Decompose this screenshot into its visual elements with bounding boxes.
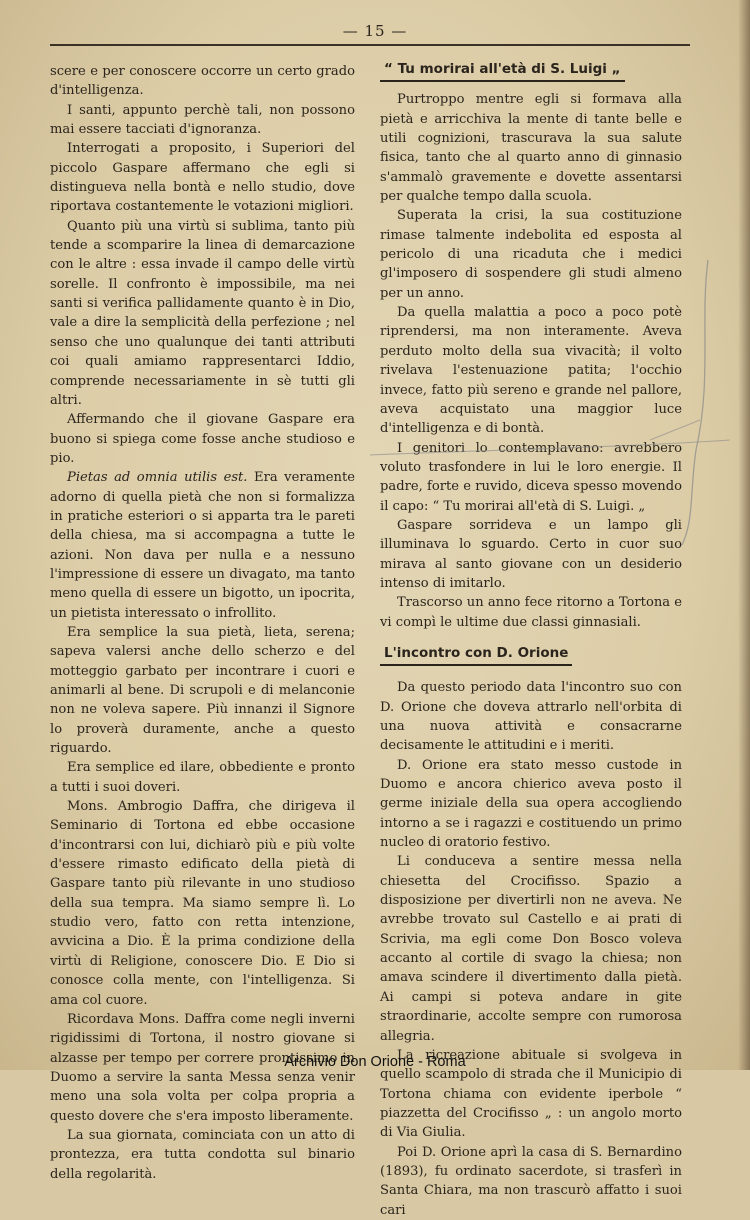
paragraph: Da quella malattia a poco a poco potè riprendersi, ma non interamente. Aveva perduto molto della sua vivacità; il volto rivelava l'estenuazione patita; l'occhio invece, fatto più sereno e grande nel pallore, aveva acquistato una maggior luce d'intelligenza e di bontà. (380, 305, 682, 437)
paragraph: Superata la crisi, la sua costituzione rimase talmente indebolita ed esposta al pericolo di una ricaduta che i medici gl'imposero di sospendere gli studi almeno per un anno. (380, 208, 682, 301)
paragraph: Ricordava Mons. Daffra come negli inverni rigidissimi di Tortona, il nostro giovane si alzasse per tempo per correre prontissimo in Duomo a servire la santa Messa senza venir meno una sola volta per colpa propria a questo dovere che s'era imposto liberamente. (50, 1011, 355, 1124)
paragraph: La ricreazione abituale si svolgeva in quello scampolo di strada che il Municipio di Tortona chiama con evidente iperbole “ piazzetta del Crocifisso „ : un angolo morto di Via Giulia. (380, 1047, 682, 1141)
paragraph: Gaspare sorrideva e un lampo gli illuminava lo sguardo. Certo in cuor suo mirava al santo giovane con un desiderio intenso di imitarlo. (380, 517, 682, 591)
paragraph: D. Orione era stato messo custode in Duomo e ancora chierico aveva posto il germe iniziale della sua opera accogliendo intorno a se i ragazzi e costituendo un primo nucleo di oratorio festivo. (380, 757, 682, 851)
paragraph: La sua giornata, cominciata con un atto di prontezza, era tutta condotta sul binario della regolarità. (50, 1127, 355, 1182)
section-heading-tu-morirai: “ Tu morirai all'età di S. Luigi „ (380, 60, 625, 82)
header-rule (50, 44, 690, 46)
paragraph: Trascorso un anno fece ritorno a Tortona e vi compì le ultime due classi ginnasiali. (380, 595, 682, 630)
paragraph: Quanto più una virtù si sublima, tanto più tende a scomparire la linea di demarcazione con le altre : essa invade il campo delle virtù sorelle. Il confronto è impossibile, ma nei santi si verifica pallidamente quanto è in Dio, vale a dire la semplicità della perfezione ; nel senso che uno qualunque dei tanti attributi coi quali amiamo rappresentarci Iddio, comprende necessariamente in sè tutti gli altri. (50, 218, 355, 408)
paragraph: Li conduceva a sentire messa nella chiesetta del Crocifisso. Spazio a disposizione per divertirli non ne aveva. Ne avrebbe trovato sul Castello e ai prati di Scrivia, ma egli come Don Bosco voleva accanto al cortile di svago la chiesa; non amava scindere il divertimento dalla pietà. Ai campi si poteva andare in gite straordinarie, accolte sempre con rumorosa allegria. (380, 854, 682, 1044)
paragraph: Interrogati a proposito, i Superiori del piccolo Gaspare affermano che egli si distingueva nella bontà e nello studio, dove riportava costantemente le votazioni migliori. (50, 141, 355, 215)
right-column (380, 60, 682, 1218)
paragraph: scere e per conoscere occorre un certo grado d'intelligenza. (50, 64, 355, 99)
paragraph: Poi D. Orione aprì la casa di S. Bernardino (1893), fu ordinato sacerdote, si trasferì in Santa Chiara, ma non trascurò affatto i suoi cari (380, 1144, 682, 1218)
page-number: — 15 — (342, 22, 408, 40)
paragraph: Da questo periodo data l'incontro suo con D. Orione che doveva attrarlo nell'orbita di una nuova attività e consacrarne decisamente le attitudini e i meriti. (380, 680, 682, 754)
latin-motto: Pietas ad omnia utilis est. (67, 470, 248, 486)
paragraph-text: Era veramente adorno di quella pietà che non si formalizza in pratiche esteriori o si apparta tra le pareti della chiesa, ma si accompagna a tutte le azioni. Non dava per nulla e a nessuno l'impressione di essere un divagato, ma tanto meno quella di essere un bigotto, un ipocrita, un pietista interessato o infrollito. (50, 470, 355, 621)
paragraph: Purtroppo mentre egli si formava alla pietà e arricchiva la mente di tante belle e utili cognizioni, trascurava la sua salute fisica, tanto che al quarto anno di ginnasio s'ammalò gravemente e dovette assentarsi per qualche tempo dalla scuola. (380, 92, 682, 205)
paragraph-pietas (50, 468, 355, 623)
paragraph: I santi, appunto perchè tali, non possono mai essere tacciati d'ignoranza. (50, 102, 355, 138)
section-heading-incontro: L'incontro con D. Orione (380, 644, 572, 666)
paragraph: Era semplice ed ilare, obbediente e pronto a tutti i suoi doveri. (50, 760, 355, 795)
left-column (50, 62, 355, 1182)
archive-footer: Archivio Don Orione - Roma (284, 1054, 466, 1070)
paragraph: Era semplice la sua pietà, lieta, serena; sapeva valersi anche dello scherzo e del motteggio garbato per incontrare i cuori e animarli al bene. Di scrupoli e di melanconie non ne voleva sapere. Più innanzi il Signore lo proverà duramente, anche a questo riguardo. (50, 624, 355, 757)
paragraph: Affermando che il giovane Gaspare era buono si spiega come fosse anche studioso e pio. (50, 412, 355, 466)
paragraph: Mons. Ambrogio Daffra, che dirigeva il Seminario di Tortona ed ebbe occasione d'incontrarsi con lui, dichiarò più e più volte d'essere rimasto edificato della pietà di Gaspare tanto più rilevante in uno studioso della sua tempra. Ma siamo sempre lì. Lo studio vero, fatto con retta intenzione, avvicina a Dio. È la prima condizione della virtù di Religione, conoscere Dio. E Dio si conosce colla mente, con l'intelligenza. Si ama col cuore. (50, 799, 355, 1008)
paragraph: I genitori lo contemplavano: avrebbero voluto trasfondere in lui le loro energie. Il padre, forte e ruvido, diceva spesso movendo il capo: “ Tu morirai all'età di S. Luigi. „ (380, 440, 682, 514)
page-binding-shadow (738, 0, 750, 1070)
